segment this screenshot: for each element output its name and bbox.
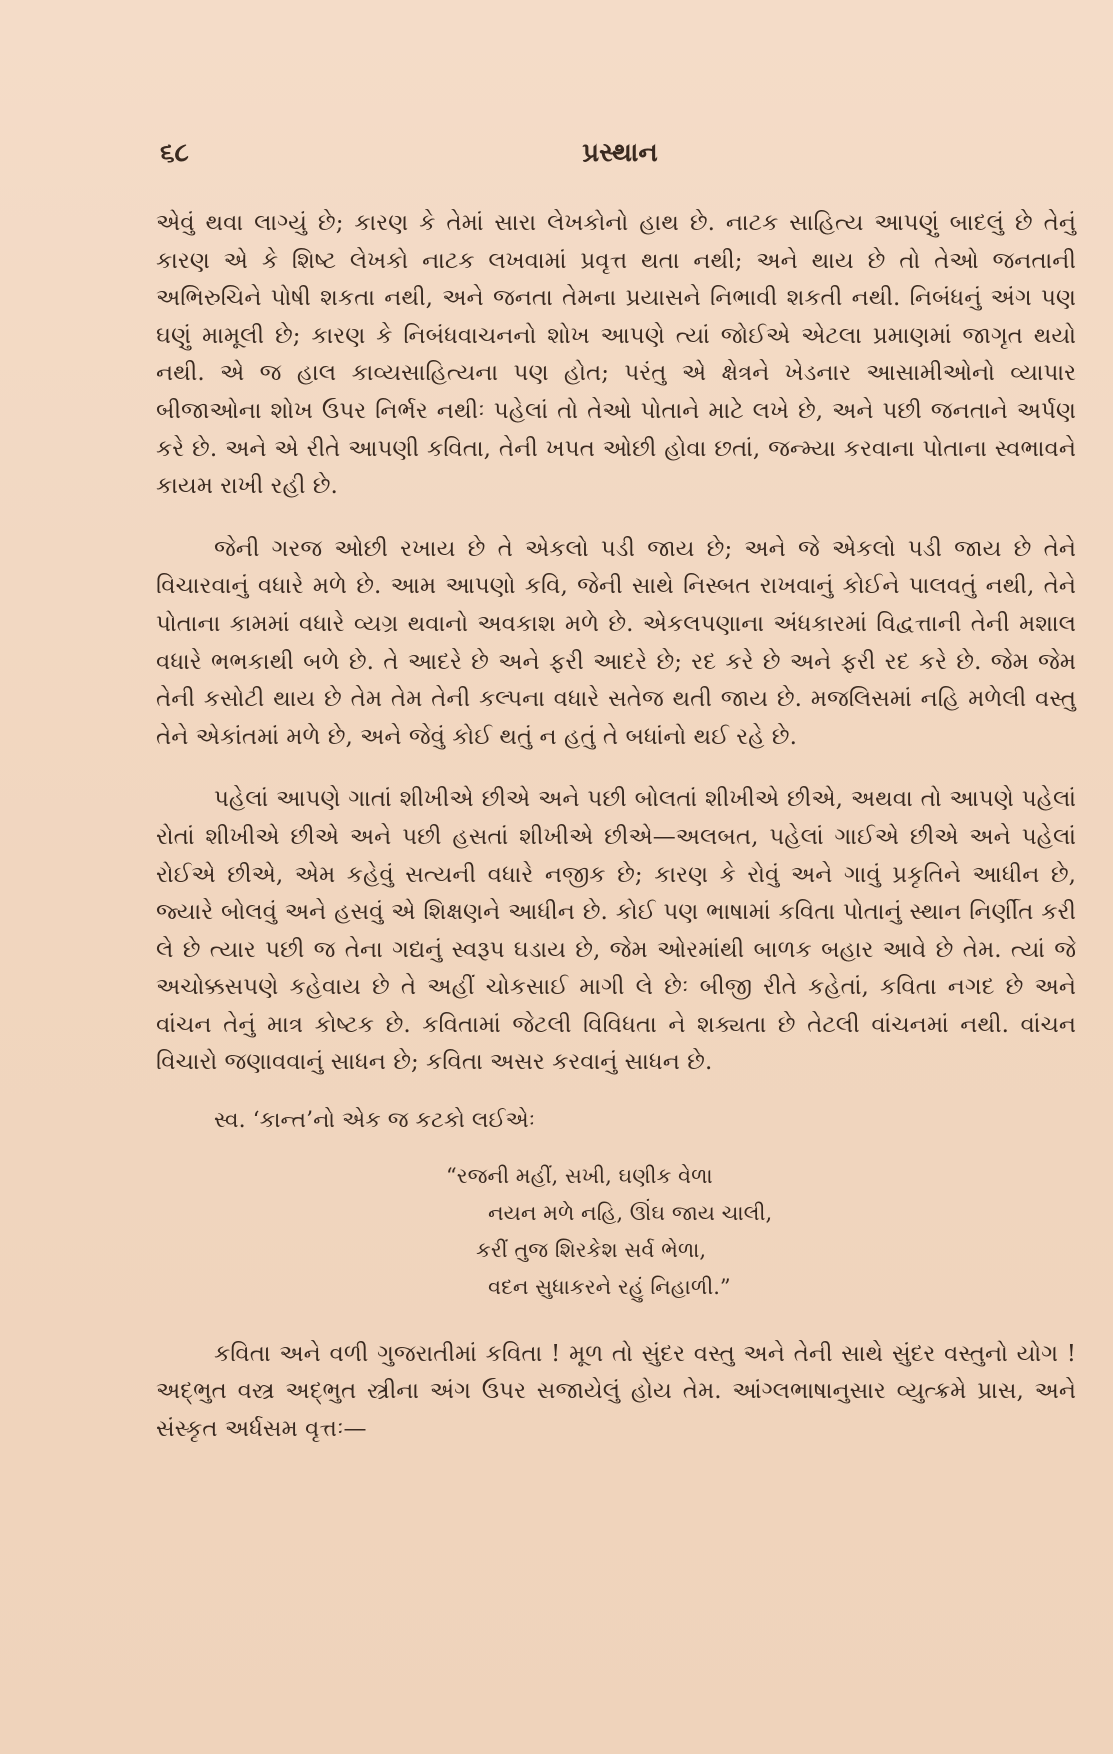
body-text — [156, 205, 1076, 1448]
poem-line: “રજની મહીં, સખી, ઘણીક વેળા — [446, 1163, 713, 1188]
paragraph: પહેલાં આપણે ગાતાં શીખીએ છીએ અને પછી બોલતાં શીખીએ છીએ, અથવા તો આપણે પહેલાં રોતાં શીખીએ છીએ અને પછી હસતાં શીખીએ છીએ—અલબત, પહેલાં ગાઈએ છીએ અને પહેલાં રોઈએ છીએ, એમ કહેવું સત્યની વધારે નજીક છે; કારણ કે રોવું અને ગાવું પ્રકૃતિને આધીન છે, જ્યારે બોલવું અને હસવું એ શિક્ષણને આધીન છે. કોઈ પણ ભાષામાં કવિતા પોતાનું સ્થાન નિર્ણીત કરી લે છે ત્યાર પછી જ તેના ગદ્યનું સ્વરૂપ ઘડાય છે, જેમ ઓરમાંથી બાળક બહાર આવે છે તેમ. ત્યાં જે અચોક્કસપણે કહેવાય છે તે અહીં ચોકસાઈ માગી લે છેઃ બીજી રીતે કહેતાં, કવિતા નગદ છે અને વાંચન તેનું માત્ર કોષ્ટક છે. કવિતામાં જેટલી વિવિધતા ને શક્યતા છે તેટલી વાંચનમાં નથી. વાંચન વિચારો જણાવવાનું સાધન છે; કવિતા અસર કરવાનું સાધન છે. — [156, 786, 1076, 1076]
poem-quote — [446, 1158, 1076, 1306]
poem-line: કરીં તુજ શિરકેશ સર્વ ભેળા, — [476, 1237, 707, 1262]
paragraph: એવું થવા લાગ્યું છે; કારણ કે તેમાં સારા લેખકોનો હાથ છે. નાટક સાહિત્ય આપણું બાદલું છે તેનું કારણ એ કે શિષ્ટ લેખકો નાટક લખવામાં પ્રવૃત્ત થતા નથી; અને થાય છે તો તેઓ જનતાની અભિરુચિને પોષી શકતા નથી, અને જનતા તેમના પ્રયાસને નિભાવી શકતી નથી. નિબંધનું અંગ પણ ઘણું મામૂલી છે; કારણ કે નિબંધવાચનનો શોખ આપણે ત્યાં જોઈએ એટલા પ્રમાણમાં જાગૃત થયો નથી. એ જ હાલ કાવ્યસાહિત્યના પણ હોત; પરંતુ એ ક્ષેત્રને ખેડનાર આસામીઓનો વ્યાપાર બીજાઓના શોખ ઉપર નિર્ભર નથીઃ પહેલાં તો તેઓ પોતાને માટે લખે છે, અને પછી જનતાને અર્પણ કરે છે. અને એ રીતે આપણી કવિતા, તેની ખપત ઓછી હોવા છતાં, જન્મ્યા કરવાના પોતાના સ્વભાવને કાયમ રાખી રહી છે. — [156, 210, 1076, 500]
paragraph: જેની ગરજ ઓછી રખાય છે તે એકલો પડી જાય છે; અને જે એકલો પડી જાય છે તેને વિચારવાનું વધારે મળે છે. આમ આપણો કવિ, જેની સાથે નિસ્બત રાખવાનું કોઈને પાલવતું નથી, તેને પોતાના કામમાં વધારે વ્યગ્ર થવાનો અવકાશ મળે છે. એકલપણાના અંધકારમાં વિદ્વત્તાની તેની મશાલ વધારે ભભકાથી બળે છે. તે આદરે છે અને ફરી આદરે છે; રદ કરે છે અને ફરી રદ કરે છે. જેમ જેમ તેની કસોટી થાય છે તેમ તેમ તેની કલ્પના વધારે સતેજ થતી જાય છે. મજલિસમાં નહિ મળેલી વસ્તુ તેને એકાંતમાં મળે છે, અને જેવું કોઈ થતું ન હતું તે બધાંનો થઈ રહે છે. — [156, 535, 1076, 750]
poem-line: નયન મળે નહિ, ઊંઘ જાય ચાલી, — [488, 1200, 773, 1225]
poem-intro: સ્વ. ‘કાન્ત’નો એક જ કટકો લઈએઃ — [214, 1108, 536, 1134]
page-header — [160, 138, 1080, 178]
poem-line: વદન સુધાકરને રહું નિહાળી.” — [488, 1274, 731, 1299]
running-title: પ્રસ્થાન — [582, 138, 658, 168]
page-number: ૬૮ — [160, 138, 189, 168]
closing-paragraph: કવિતા અને વળી ગુજરાતીમાં કવિતા ! મૂળ તો સુંદર વસ્તુ અને તેની સાથે સુંદર વસ્તુનો યોગ ! અદ્ભુત વસ્ત્ર અદ્ભુત સ્ત્રીના અંગ ઉપર સજાયેલું હોય તેમ. આંગ્લભાષાનુસાર વ્યુત્ક્રમે પ્રાસ, અને સંસ્કૃત અર્ધસમ વૃત્તઃ— — [156, 1340, 1076, 1442]
